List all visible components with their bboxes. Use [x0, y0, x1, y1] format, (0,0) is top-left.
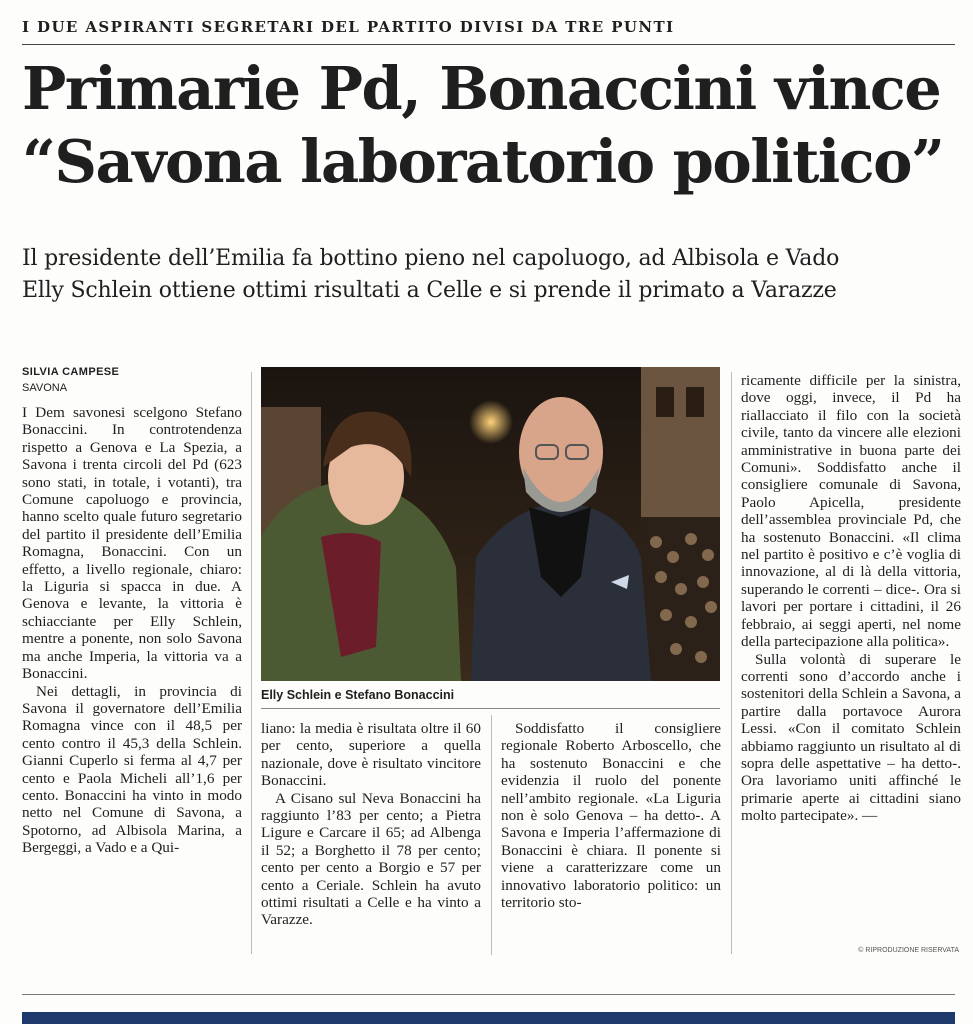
subheadline — [22, 243, 962, 307]
paragraph: liano: la media è risultata oltre il 60 per cento, superiore a quella nazionale, dove è risultato vincitore Bonaccini. — [261, 720, 481, 790]
article-column-3 — [501, 720, 721, 911]
column-divider — [251, 372, 252, 954]
caption-rule — [261, 708, 720, 709]
subheadline-line-1: Il presidente dell’Emilia fa bottino pieno nel capoluogo, ad Albisola e Vado — [22, 246, 840, 271]
paragraph: Soddisfatto il consigliere regionale Roberto Arboscello, che ha sostenuto Bonaccini e che evidenzia il ruolo del ponente nell’ambito regionale. «La Liguria non è solo Genova – ha detto-. A Savona e Imperia l’affermazione di Bonaccini è chiara. Il ponente si viene a caratterizzare come un innovativo laboratorio politico: un territorio sto- — [501, 720, 721, 912]
photo-caption: Elly Schlein e Stefano Bonaccini — [261, 688, 455, 702]
paragraph: Nei dettagli, in provincia di Savona il governatore dell’Emilia Romagna vince con il 48,5 per cento contro il 45,3 della Schlein. Gianni Cuperlo si ferma al 4,7 per cento e Paola Micheli all’1,6 per cento. Bonaccini ha vinto in modo netto nel Comune di Savona, a Spotorno, ad Albisola Marina, a Bergeggi, a Vado e a Qui- — [22, 682, 242, 857]
column-divider — [491, 715, 492, 955]
headline — [22, 52, 962, 198]
headline-line-2: “Savona laboratorio politico” — [22, 127, 944, 196]
article-column-1 — [22, 404, 242, 857]
kicker-rule — [22, 44, 955, 45]
headline-line-1: Primarie Pd, Bonaccini vince — [22, 54, 941, 123]
paragraph: ricamente difficile per la sinistra, dove oggi, invece, il Pd ha riallacciato il filo con la società civile, tanto da vincere alle elezioni amministrative in buona parte dei Comuni». Soddisfatto anche il consigliere comunale di Savona, Paolo Apicella, presidente dell’assemblea provinciale Pd, che ha sostenuto Bonaccini. «Il clima nel partito è positivo e c’è voglia di innovazione, al di là della vittoria, superando le correnti – dice-. Ora si lavori per portare i cittadini, il 26 febbraio, ai seggi aperti, nel nome della partecipazione alla politica». — [741, 372, 961, 651]
bottom-rule — [22, 994, 955, 995]
reproduction-notice: © RIPRODUZIONE RISERVATA — [858, 947, 959, 954]
kicker: I DUE ASPIRANTI SEGRETARI DEL PARTITO DIVISI DA TRE PUNTI — [22, 18, 675, 36]
photo-illustration — [261, 367, 720, 681]
article-column-4 — [741, 372, 961, 825]
paragraph: Sulla volontà di superare le correnti sono d’accordo anche i sostenitori della Schlein a Savona, a partire dalla portavoce Aurora Lessi. «Con il comitato Schlein abbiamo raggiunto un risultato al di sopra delle aspettative – ha detto-. Ora lavoriamo uniti affinché le primarie aperte ai cittadini siano molto partecipate». — — [741, 650, 961, 825]
footer-bar — [22, 1012, 955, 1024]
article-column-2 — [261, 720, 481, 929]
column-divider — [731, 372, 732, 954]
subheadline-line-2: Elly Schlein ottiene ottimi risultati a Celle e si prende il primato a Varazze — [22, 278, 837, 303]
author-byline: SILVIA CAMPESE — [22, 366, 120, 378]
dateline: SAVONA — [22, 382, 68, 394]
paragraph: A Cisano sul Neva Bonaccini ha raggiunto l’83 per cento; a Pietra Ligure e Carcare il 65; ad Albenga il 52; a Borghetto il 78 per cento; cento per cento a Borgio e 57 per cento a Ceriale. Schlein ha avuto ottimi risultati a Celle e ha vinto a Varazze. — [261, 789, 481, 929]
paragraph: I Dem savonesi scelgono Stefano Bonaccini. In controtendenza rispetto a Genova e La Spezia, a Savona i trenta circoli del Pd (623 sono stati, in totale, i votanti), tra Comune capoluogo e provincia, hanno scelto quale futuro segretario del partito il presidente dell’Emilia Romagna, Bonaccini. Con un effetto, a livello regionale, chiaro: la Liguria si spacca in due. A Genova e levante, la vittoria è schiacciante per Elly Schlein, mentre a ponente, non solo Savona ma anche Imperia, la vittoria va a Bonaccini. — [22, 404, 242, 683]
article-photo — [261, 367, 720, 681]
